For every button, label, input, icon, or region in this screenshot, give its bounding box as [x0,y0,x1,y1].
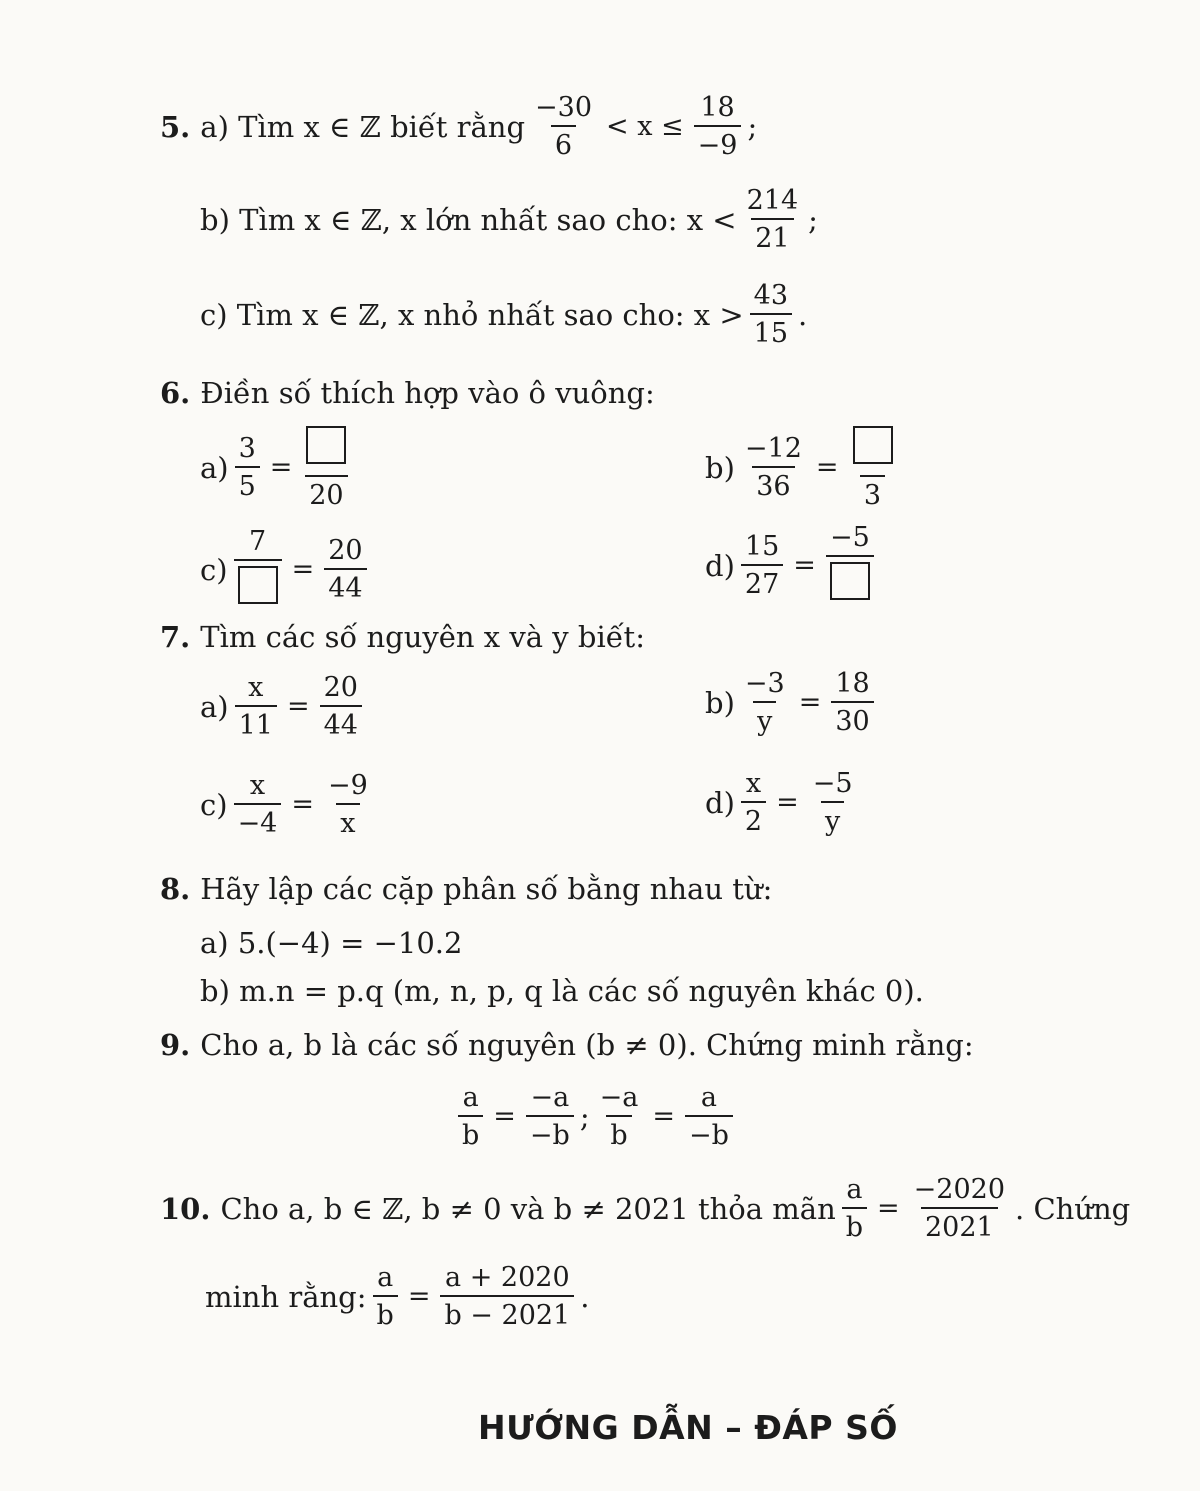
denominator: 11 [235,705,277,741]
numerator [849,424,897,475]
denominator: −b [685,1115,733,1151]
equals-sign: = [291,789,314,821]
denominator: b [606,1115,631,1151]
equals-sign: = [652,1101,675,1133]
section-heading: HƯỚNG DẪN – ĐÁP SỐ [478,1408,898,1447]
equals-sign: = [407,1281,431,1313]
problem-number: 10. [160,1191,211,1226]
equals-sign: = [877,1193,900,1225]
denominator: 27 [741,564,783,600]
denominator: 6 [551,125,576,161]
problem-number: 6. [160,376,191,410]
problem-number: 9. [160,1028,191,1062]
problem-text: b) m.n = p.q (m, n, p, q là các số nguyên khác 0). [200,974,924,1008]
numerator: 18 [835,668,870,699]
problem-6b [705,424,903,511]
denominator: x [336,803,359,839]
numerator: x [745,768,762,799]
denominator: 21 [751,218,793,254]
denominator: 44 [320,705,362,741]
problem-7-title [160,620,645,654]
fraction [596,1082,643,1151]
punctuation: ; [808,202,818,237]
fraction [235,433,260,502]
problem-text: a) Tìm x ∈ ℤ biết rằng [200,109,526,144]
denominator: y [821,801,844,837]
denominator: y [753,701,776,737]
separator: ; [579,1099,590,1134]
numerator: 43 [753,280,789,311]
blank-box[interactable] [238,566,278,604]
numerator: −2020 [913,1174,1006,1205]
numerator: a [700,1082,717,1113]
problem-5b [200,185,818,254]
numerator: 214 [746,185,799,216]
item-label: c) [200,552,228,587]
numerator: 7 [248,526,267,557]
equals-sign: = [286,691,310,723]
problem-7d [705,768,863,837]
problem-text: a) 5.(−4) = −10.2 [200,926,463,960]
numerator: 18 [700,92,735,123]
item-label: d) [705,785,735,820]
blank-box[interactable] [306,426,346,464]
fraction [741,668,789,737]
numerator: a [462,1082,479,1113]
fraction [234,526,282,613]
numerator [302,424,350,475]
problem-text: Tìm các số nguyên x và y biết: [200,620,645,654]
denominator: 20 [305,475,347,511]
fraction [831,668,873,737]
equals-sign: = [815,452,839,484]
blank-box[interactable] [830,562,870,600]
fraction [750,280,792,349]
numerator: −12 [744,433,802,464]
denominator: −9 [694,125,742,161]
problem-9-title [160,1028,974,1062]
denominator: b [842,1207,867,1243]
numerator: a [377,1262,394,1293]
denominator: 5 [235,466,260,502]
item-label: d) [705,548,735,583]
fraction [324,535,366,604]
problem-number: 5. [160,109,191,144]
fraction [910,1174,1009,1243]
numerator: −5 [812,768,853,799]
problem-6-title [160,376,655,410]
numerator: −30 [535,92,593,123]
fraction [320,672,362,741]
fraction [741,768,766,837]
problem-6d [705,522,880,609]
denominator: 2021 [921,1207,998,1243]
numerator: 20 [323,672,358,703]
numerator: −a [530,1082,570,1113]
punctuation: . [580,1279,590,1314]
fraction [440,1262,574,1331]
fraction [458,1082,483,1151]
problem-text: Điền số thích hợp vào ô vuông: [200,376,655,410]
numerator: a [846,1174,863,1205]
denominator [826,555,874,609]
fraction [741,433,806,502]
equals-sign: = [798,687,822,719]
numerator: −3 [744,668,785,699]
problem-text: minh rằng: [205,1279,367,1314]
problem-text: Cho a, b là các số nguyên (b ≠ 0). Chứng minh rằng: [200,1028,974,1062]
fraction [685,1082,733,1151]
fraction [842,1174,867,1243]
equals-sign: = [776,787,799,819]
problem-8-title [160,872,772,906]
equals-sign: = [269,452,293,484]
fraction [743,185,803,254]
numerator: a + 2020 [445,1262,570,1293]
denominator [234,559,282,613]
problem-number: 7. [160,620,191,654]
fraction [526,1082,574,1151]
denominator: −4 [234,803,282,839]
problem-text: Cho a, b ∈ ℤ, b ≠ 0 và b ≠ 2021 thỏa mãn [220,1191,836,1226]
problem-5a [160,92,757,161]
problem-text: . Chứng [1015,1191,1131,1226]
problem-5c [200,280,807,349]
equals-sign: = [793,550,816,582]
equals-sign: = [493,1101,516,1133]
problem-9-equation [452,1082,739,1151]
problem-text: Hãy lập các cặp phân số bằng nhau từ: [200,872,773,906]
problem-10-continued [205,1262,589,1331]
equals-sign: = [291,554,315,586]
denominator: 30 [831,701,873,737]
numerator: 3 [238,433,256,464]
problem-7b [705,668,880,737]
denominator: 15 [750,313,792,349]
item-label: a) [200,450,229,485]
denominator: b [373,1295,398,1331]
fraction [741,531,783,600]
numerator: x [248,672,264,703]
punctuation: . [798,297,808,332]
denominator: 44 [324,568,366,604]
problem-number: 8. [160,872,191,906]
problem-10 [160,1174,1130,1243]
numerator: 15 [744,531,780,562]
item-label: c) [200,787,228,822]
blank-box[interactable] [853,426,893,464]
denominator: 36 [752,466,794,502]
problem-8b [200,974,924,1008]
fraction [531,92,596,161]
fraction [849,424,897,511]
denominator: 3 [860,475,885,511]
problem-text: c) Tìm x ∈ ℤ, x nhỏ nhất sao cho: x > [200,297,744,332]
problem-text: b) Tìm x ∈ ℤ, x lớn nhất sao cho: x < [200,202,737,237]
fraction [302,424,350,511]
numerator: −9 [328,770,368,801]
denominator: b [458,1115,483,1151]
denominator: 2 [741,801,766,837]
fraction [235,672,277,741]
problem-7c [200,770,378,839]
denominator: −b [526,1115,574,1151]
fraction [826,522,874,609]
numerator: x [249,770,266,801]
item-label: b) [705,450,735,485]
numerator: 20 [328,535,363,566]
item-label: b) [705,685,735,720]
fraction [809,768,857,837]
problem-6c [200,526,373,613]
problem-6a [200,424,356,511]
item-label: a) [200,689,229,724]
inequality: < x ≤ [606,111,684,143]
problem-7a [200,672,368,741]
problem-8a [200,926,462,960]
punctuation: ; [747,109,758,144]
fraction [324,770,372,839]
denominator: b − 2021 [440,1295,574,1331]
fraction [694,92,742,161]
fraction [373,1262,398,1331]
numerator: −a [599,1082,639,1113]
numerator: −5 [829,522,870,553]
fraction [234,770,282,839]
